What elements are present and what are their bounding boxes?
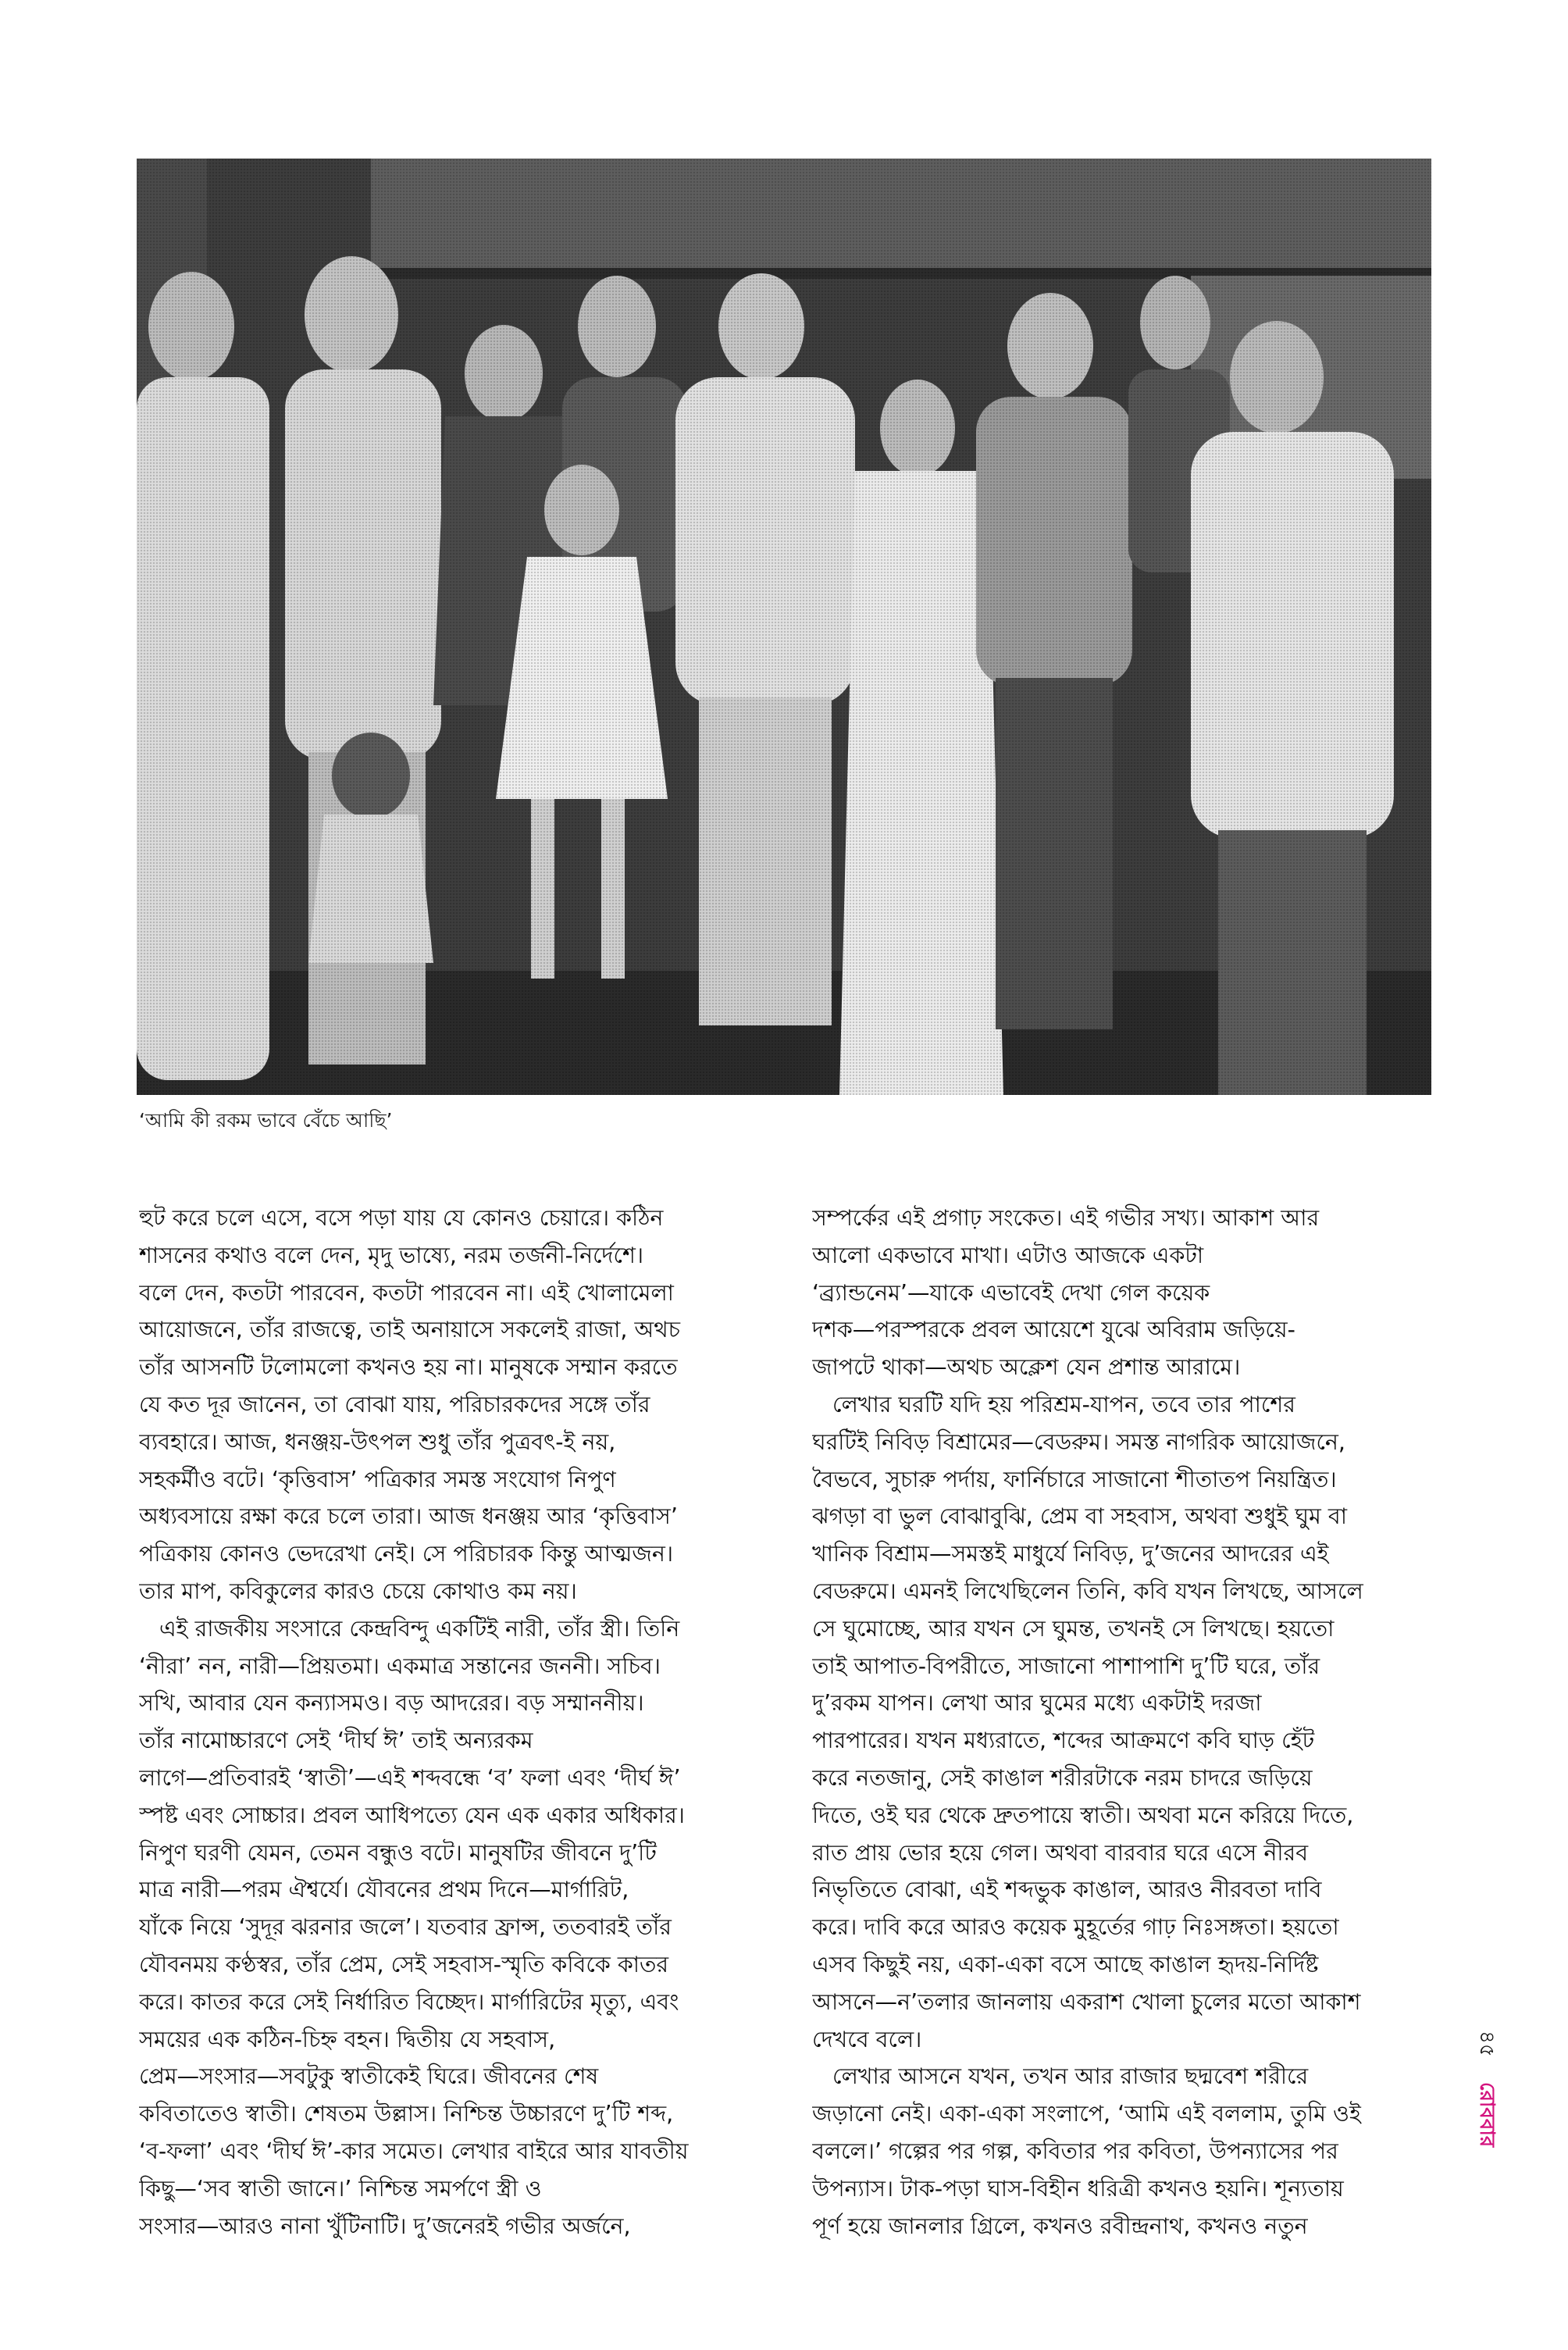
text-line: যাঁকে নিয়ে ‘সুদূর ঝরনার জলে’। যতবার ফ্রান্স, ততবারই তাঁর (139, 1914, 672, 1941)
article-column-left (139, 1200, 779, 2245)
group-photograph (137, 159, 1431, 1095)
text-line: আলো একভাবে মাখা। এটাও আজকে একটা (812, 1242, 1204, 1268)
text-line: সময়ের এক কঠিন-চিহ্ন বহন। দ্বিতীয় যে সহবাস, (139, 2026, 556, 2052)
text-line: মাত্র নারী—পরম ঐশ্বর্যে। যৌবনের প্রথম দিনে—মার্গারিট, (139, 1877, 629, 1903)
page-folio (1468, 2031, 1502, 2234)
text-line: তার মাপ, কবিকুলের কারও চেয়ে কোথাও কম নয়। (139, 1578, 577, 1604)
text-line: পত্রিকায় কোনও ভেদরেখা নেই। সে পরিচারক কিন্তু আত্মজন। (139, 1541, 674, 1567)
text-line: দু’রকম যাপন। লেখা আর ঘুমের মধ্যে একটাই দরজা (812, 1690, 1262, 1717)
text-line: ‘নীরা’ নন, নারী—প্রিয়তমা। একমাত্র সন্তানের জননী। সচিব। (139, 1653, 661, 1679)
text-line: বেডরুমে। এমনই লিখেছিলেন তিনি, কবি যখন লিখছে, আসলে (812, 1578, 1363, 1604)
paragraph-start-line: লেখার আসনে যখন, তখন আর রাজার ছদ্মবেশ শরীরে (832, 2063, 1309, 2090)
text-line: যৌবনময় কণ্ঠস্বর, তাঁর প্রেম, সেই সহবাস-স্মৃতি কবিকে কাতর (139, 1951, 669, 1977)
text-line: রাত প্রায় ভোর হয়ে গেল। অথবা বারবার ঘরে এসে নীরব (812, 1839, 1309, 1866)
text-line: খানিক বিশ্রাম—সমস্তই মাধুর্যে নিবিড়, দু’জনের আদরের এই (812, 1541, 1329, 1567)
text-line: সহকর্মীও বটে। ‘কৃত্তিবাস’ পত্রিকার সমস্ত সংযোগ নিপুণ (139, 1466, 616, 1492)
text-line: কিছু—‘সব স্বাতী জানে।’ নিশ্চিন্ত সমর্পণে স্ত্রী ও (139, 2175, 542, 2202)
text-line: আসনে—ন’তলার জানলায় একরাশ খোলা চুলের মতো আকাশ (812, 1988, 1361, 2015)
text-line: সম্পর্কের এই প্রগাঢ় সংকেত। এই গভীর সখ্য। আকাশ আর (812, 1205, 1320, 1231)
text-line: প্রেম—সংসার—সবটুকু স্বাতীকেই ঘিরে। জীবনের শেষ (139, 2063, 599, 2090)
text-line: বলে দেন, কতটা পারবেন, কতটা পারবেন না। এই খোলামেলা (139, 1279, 674, 1306)
text-line: দশক—পরস্পরকে প্রবল আয়েশে যুঝে অবিরাম জড়িয়ে- (812, 1317, 1295, 1343)
text-line: বললে।’ গল্পের পর গল্প, কবিতার পর কবিতা, উপন্যাসের পর (812, 2138, 1338, 2164)
folio-rotated (1471, 2031, 1502, 2147)
text-line: এসব কিছুই নয়, একা-একা বসে আছে কাঙাল হৃদয়-নির্দিষ্ট (812, 1951, 1319, 1977)
text-line: স্পষ্ট এবং সোচ্চার। প্রবল আধিপত্যে যেন এক একার অধিকার। (139, 1802, 685, 1828)
text-line: কবিতাতেও স্বাতী। শেষতম উল্লাস। নিশ্চিন্ত উচ্চারণে দু’টি শব্দ, (139, 2101, 674, 2127)
text-line: ব্যবহারে। আজ, ধনঞ্জয়-উৎপল শুধু তাঁর পুত্রবৎ-ই নয়, (139, 1428, 616, 1455)
text-line: জাপটে থাকা—অথচ অক্লেশ যেন প্রশান্ত আরামে। (812, 1354, 1241, 1381)
text-line: সখি, আবার যেন কন্যাসমও। বড় আদরের। বড় সম্মাননীয়। (139, 1690, 644, 1717)
magazine-name: রোববার (1475, 2082, 1499, 2148)
text-line: করে। কাতর করে সেই নির্ধারিত বিচ্ছেদ। মার্গারিটের মৃত্যু, এবং (139, 1988, 679, 2015)
page-number: ৪৫ (1475, 2031, 1499, 2057)
text-line: শাসনের কথাও বলে দেন, মৃদু ভাষ্যে, নরম তর্জনী-নির্দেশে। (139, 1242, 644, 1268)
text-line: পারপারের। যখন মধ্যরাতে, শব্দের আক্রমণে কবি ঘাড় হেঁট (812, 1728, 1315, 1754)
text-line: দিতে, ওই ঘর থেকে দ্রুতপায়ে স্বাতী। অথবা মনে করিয়ে দিতে, (812, 1802, 1354, 1828)
text-line: অধ্যবসায়ে রক্ষা করে চলে তারা। আজ ধনঞ্জয় আর ‘কৃত্তিবাস’ (139, 1503, 678, 1530)
text-line: ঘরটিই নিবিড় বিশ্রামের—বেডরুম। সমস্ত নাগরিক আয়োজনে, (812, 1428, 1345, 1455)
text-line: তাঁর নামোচ্চারণে সেই ‘দীর্ঘ ঈ’ তাই অন্যরকম (139, 1728, 533, 1754)
text-line: সংসার—আরও নানা খুঁটিনাটি। দু’জনেরই গভীর অর্জনে, (139, 2213, 631, 2239)
text-line: যে কত দূর জানেন, তা বোঝা যায়, পরিচারকদের সঙ্গে তাঁর (139, 1391, 650, 1417)
photo-illustration (137, 159, 1431, 1095)
text-line: তাঁর আসনটি টলোমলো কখনও হয় না। মানুষকে সম্মান করতে (139, 1354, 678, 1381)
paragraph-start-line: এই রাজকীয় সংসারে কেন্দ্রবিন্দু একটিই নারী, তাঁর স্ত্রী। তিনি (159, 1615, 680, 1642)
text-line: হুট করে চলে এসে, বসে পড়া যায় যে কোনও চেয়ারে। কঠিন (139, 1205, 664, 1231)
article-column-right (812, 1200, 1460, 2245)
text-line: নিপুণ ঘরণী যেমন, তেমন বন্ধুও বটে। মানুষটির জীবনে দু’টি (139, 1839, 657, 1866)
text-line: বৈভবে, সুচারু পর্দায়, ফার্নিচারে সাজানো শীতাতপ নিয়ন্ত্রিত। (812, 1466, 1337, 1492)
text-line: ‘ব-ফলা’ এবং ‘দীর্ঘ ঈ’-কার সমেত। লেখার বাইরে আর যাবতীয় (139, 2138, 689, 2164)
text-line: করে। দাবি করে আরও কয়েক মুহূর্তের গাঢ় নিঃসঙ্গতা। হয়তো (812, 1914, 1339, 1941)
text-line: লাগে—প্রতিবারই ‘স্বাতী’—এই শব্দবন্ধে ‘ব’ ফলা এবং ‘দীর্ঘ ঈ’ (139, 1764, 681, 1791)
text-line: সে ঘুমোচ্ছে, আর যখন সে ঘুমন্ত, তখনই সে লিখছে। হয়তো (812, 1615, 1335, 1642)
text-line: ‘ব্র্যান্ডনেম’—যাকে এভাবেই দেখা গেল কয়েক (812, 1279, 1210, 1306)
text-line: দেখবে বলে। (812, 2026, 922, 2052)
photo-caption: ‘আমি কী রকম ভাবে বেঁচে আছি’ (139, 1109, 393, 1132)
text-line: করে নতজানু, সেই কাঙাল শরীরটাকে নরম চাদরে জড়িয়ে (812, 1764, 1313, 1791)
text-line: তাই আপাত-বিপরীতে, সাজানো পাশাপাশি দু’টি ঘরে, তাঁর (812, 1653, 1320, 1679)
text-line: আয়োজনে, তাঁর রাজত্বে, তাই অনায়াসে সকলেই রাজা, অথচ (139, 1317, 681, 1343)
text-line: পূর্ণ হয়ে জানলার গ্রিলে, কখনও রবীন্দ্রনাথ, কখনও নতুন (812, 2213, 1308, 2239)
text-line: জড়ানো নেই। একা-একা সংলাপে, ‘আমি এই বললাম, তুমি ওই (812, 2101, 1361, 2127)
paragraph-start-line: লেখার ঘরটি যদি হয় পরিশ্রম-যাপন, তবে তার পাশের (832, 1391, 1295, 1417)
text-line: নিভৃতিতে বোঝা, এই শব্দভুক কাঙাল, আরও নীরবতা দাবি (812, 1877, 1322, 1903)
text-line: ঝগড়া বা ভুল বোঝাবুঝি, প্রেম বা সহবাস, অথবা শুধুই ঘুম বা (812, 1503, 1347, 1530)
text-line: উপন্যাস। টাক-পড়া ঘাস-বিহীন ধরিত্রী কখনও হয়নি। শূন্যতায় (812, 2175, 1344, 2202)
